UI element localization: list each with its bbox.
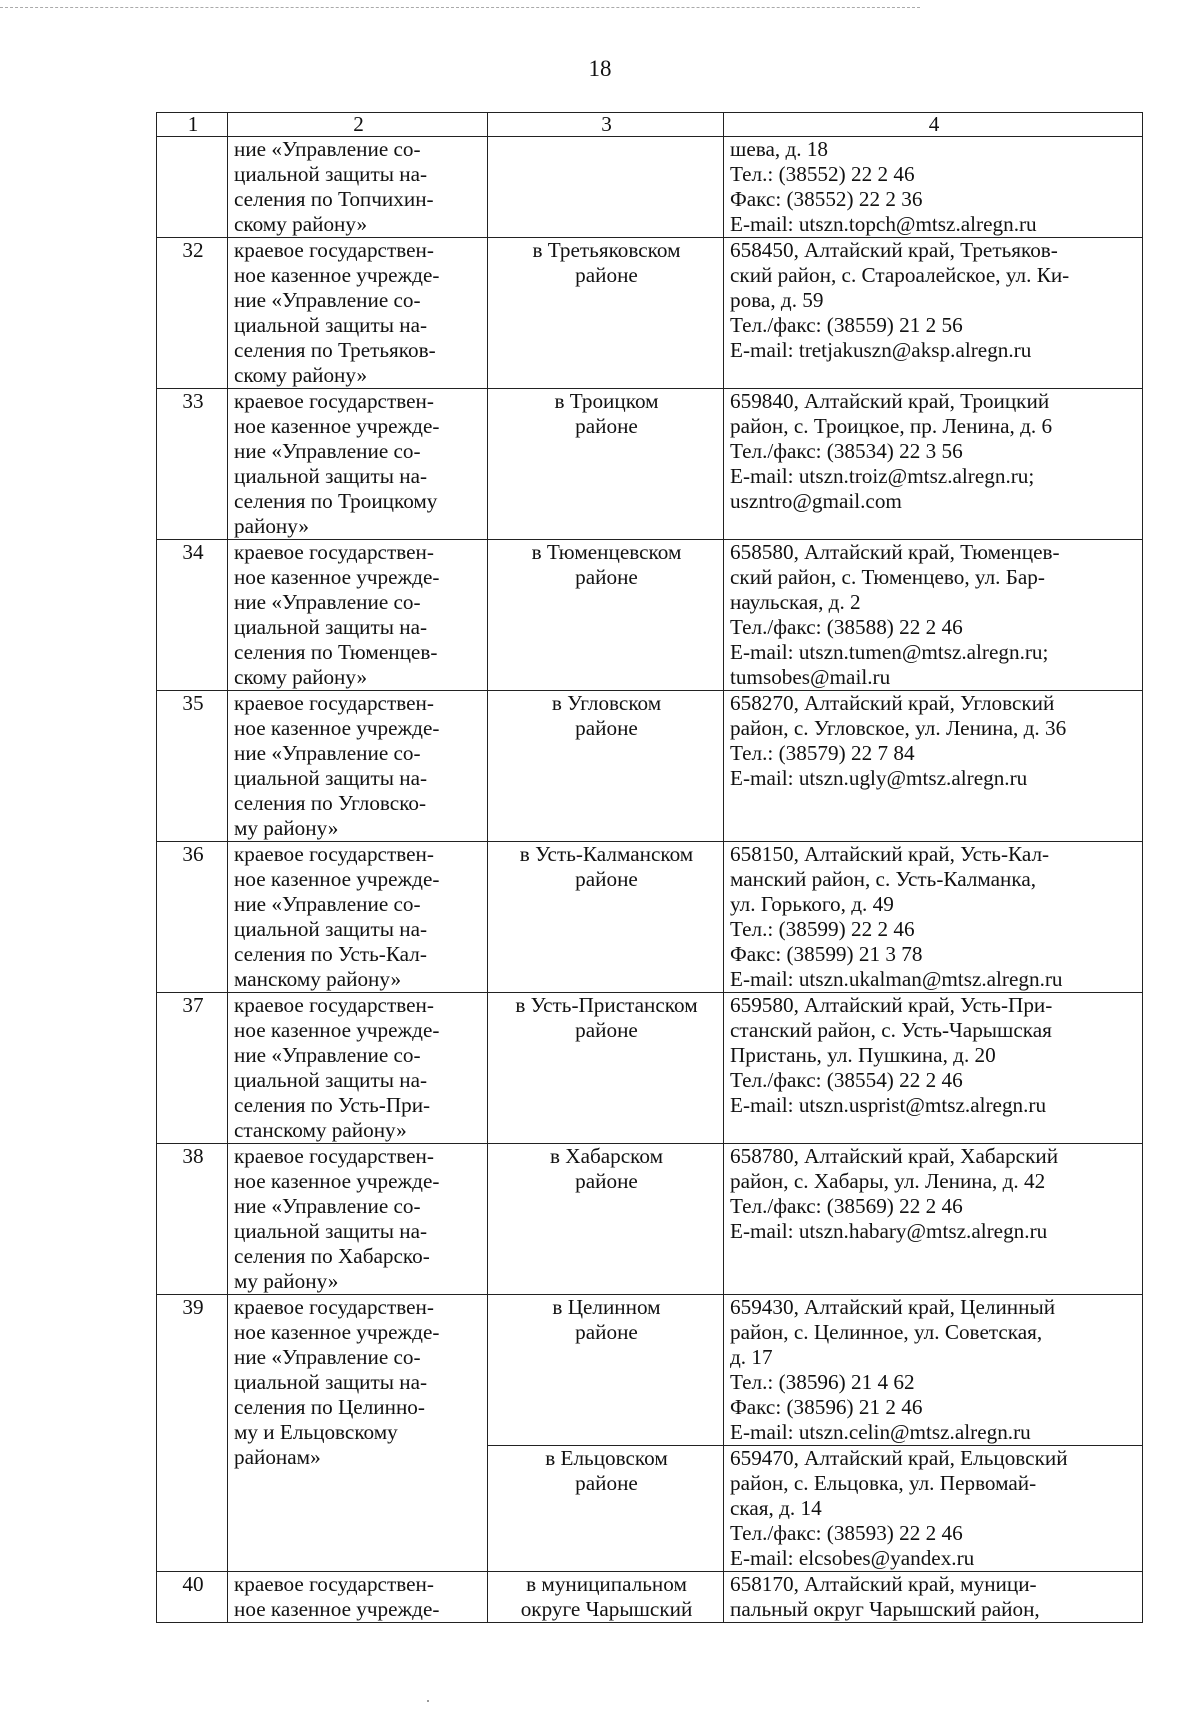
contact-info: шева, д. 18 Тел.: (38552) 22 2 46 Факс: (38552) 22 2 36 E-mail: utszn.topch@mtsz.alregn.ru <box>724 137 1143 238</box>
header-col-4: 4 <box>724 113 1143 137</box>
contact-info: 658150, Алтайский край, Усть-Кал- манский район, с. Усть-Калманка, ул. Горького, д. 49 Тел.: (38599) 22 2 46 Факс: (38599) 21 3 78 E-mail: utszn.ukalman@mtsz.alregn.ru <box>724 842 1143 993</box>
contact-info: 658170, Алтайский край, муници- пальный округ Чарышский район, <box>724 1572 1143 1623</box>
contact-info: 659470, Алтайский край, Ельцовский район, с. Ельцовка, ул. Первомай- ская, д. 14 Тел./факс: (38593) 22 2 46 E-mail: elcsobes@yandex.ru <box>724 1446 1143 1572</box>
organization-name: краевое государствен- ное казенное учрежде- ние «Управление со- циальной защиты на- селения по Третьяков- скому району» <box>228 238 488 389</box>
organization-name: ние «Управление со- циальной защиты на- селения по Топчихин- скому району» <box>228 137 488 238</box>
contact-info: 658450, Алтайский край, Третьяков- ский район, с. Староалейское, ул. Ки- рова, д. 59 Тел./факс: (38559) 21 2 56 E-mail: tretjakuszn@aksp.alregn.ru <box>724 238 1143 389</box>
organization-name: краевое государствен- ное казенное учрежде- ние «Управление со- циальной защиты на- селения по Усть-Кал- манскому району» <box>228 842 488 993</box>
contact-info: 659840, Алтайский край, Троицкий район, с. Троицкое, пр. Ленина, д. 6 Тел./факс: (38534) 22 3 56 E-mail: utszn.troiz@mtsz.alregn.ru; uszntro@gmail.com <box>724 389 1143 540</box>
service-area <box>488 137 724 238</box>
table-row <box>157 389 1143 540</box>
row-number: 36 <box>157 842 228 993</box>
service-area: в муниципальном округе Чарышский <box>488 1572 724 1623</box>
header-col-2: 2 <box>228 113 488 137</box>
table-row <box>157 1144 1143 1295</box>
header-col-1: 1 <box>157 113 228 137</box>
organization-name: краевое государствен- ное казенное учрежде- ние «Управление со- циальной защиты на- селения по Троицкому району» <box>228 389 488 540</box>
table-row <box>157 238 1143 389</box>
service-area: в Третьяковском районе <box>488 238 724 389</box>
contact-info: 658270, Алтайский край, Угловский район, с. Угловское, ул. Ленина, д. 36 Тел.: (38579) 22 7 84 E-mail: utszn.ugly@mtsz.alregn.ru <box>724 691 1143 842</box>
organization-name: краевое государствен- ное казенное учрежде- <box>228 1572 488 1623</box>
institutions-table <box>156 112 1143 1623</box>
table-row <box>157 842 1143 993</box>
organization-name: краевое государствен- ное казенное учрежде- ние «Управление со- циальной защиты на- селения по Целинно- му и Ельцовскому районам» <box>228 1295 488 1572</box>
contact-info: 658780, Алтайский край, Хабарский район, с. Хабары, ул. Ленина, д. 42 Тел./факс: (38569) 22 2 46 E-mail: utszn.habary@mtsz.alregn.ru <box>724 1144 1143 1295</box>
row-number: 37 <box>157 993 228 1144</box>
header-col-3: 3 <box>488 113 724 137</box>
row-number: 32 <box>157 238 228 389</box>
service-area: в Усть-Пристанском районе <box>488 993 724 1144</box>
scan-speck <box>427 1700 429 1702</box>
row-number: 34 <box>157 540 228 691</box>
service-area: в Целинном районе <box>488 1295 724 1446</box>
row-number: 40 <box>157 1572 228 1623</box>
service-area: в Усть-Калманском районе <box>488 842 724 993</box>
row-number: 35 <box>157 691 228 842</box>
organization-name: краевое государствен- ное казенное учрежде- ние «Управление со- циальной защиты на- селения по Угловско- му району» <box>228 691 488 842</box>
service-area: в Ельцовском районе <box>488 1446 724 1572</box>
row-number: 33 <box>157 389 228 540</box>
service-area: в Троицком районе <box>488 389 724 540</box>
row-number <box>157 137 228 238</box>
table-row <box>157 1295 1143 1446</box>
table-header-row <box>157 113 1143 137</box>
service-area: в Тюменцевском районе <box>488 540 724 691</box>
contact-info: 658580, Алтайский край, Тюменцев- ский район, с. Тюменцево, ул. Бар- наульская, д. 2 Тел./факс: (38588) 22 2 46 E-mail: utszn.tumen@mtsz.alregn.ru; tumsobes@mail.ru <box>724 540 1143 691</box>
organization-name: краевое государствен- ное казенное учрежде- ние «Управление со- циальной защиты на- селения по Тюменцев- скому району» <box>228 540 488 691</box>
organization-name: краевое государствен- ное казенное учрежде- ние «Управление со- циальной защиты на- селения по Усть-При- станскому району» <box>228 993 488 1144</box>
table-row <box>157 137 1143 238</box>
table-row <box>157 993 1143 1144</box>
table-row <box>157 1572 1143 1623</box>
row-number: 39 <box>157 1295 228 1572</box>
table-row <box>157 691 1143 842</box>
service-area: в Угловском районе <box>488 691 724 842</box>
table-row <box>157 540 1143 691</box>
scan-top-edge <box>0 7 920 8</box>
organization-name: краевое государствен- ное казенное учрежде- ние «Управление со- циальной защиты на- селения по Хабарско- му району» <box>228 1144 488 1295</box>
service-area: в Хабарском районе <box>488 1144 724 1295</box>
contact-info: 659430, Алтайский край, Целинный район, с. Целинное, ул. Советская, д. 17 Тел.: (38596) 21 4 62 Факс: (38596) 21 2 46 E-mail: utszn.celin@mtsz.alregn.ru <box>724 1295 1143 1446</box>
contact-info: 659580, Алтайский край, Усть-При- станский район, с. Усть-Чарышская Пристань, ул. Пушкина, д. 20 Тел./факс: (38554) 22 2 46 E-mail: utszn.usprist@mtsz.alregn.ru <box>724 993 1143 1144</box>
page-number: 18 <box>588 56 612 81</box>
row-number: 38 <box>157 1144 228 1295</box>
